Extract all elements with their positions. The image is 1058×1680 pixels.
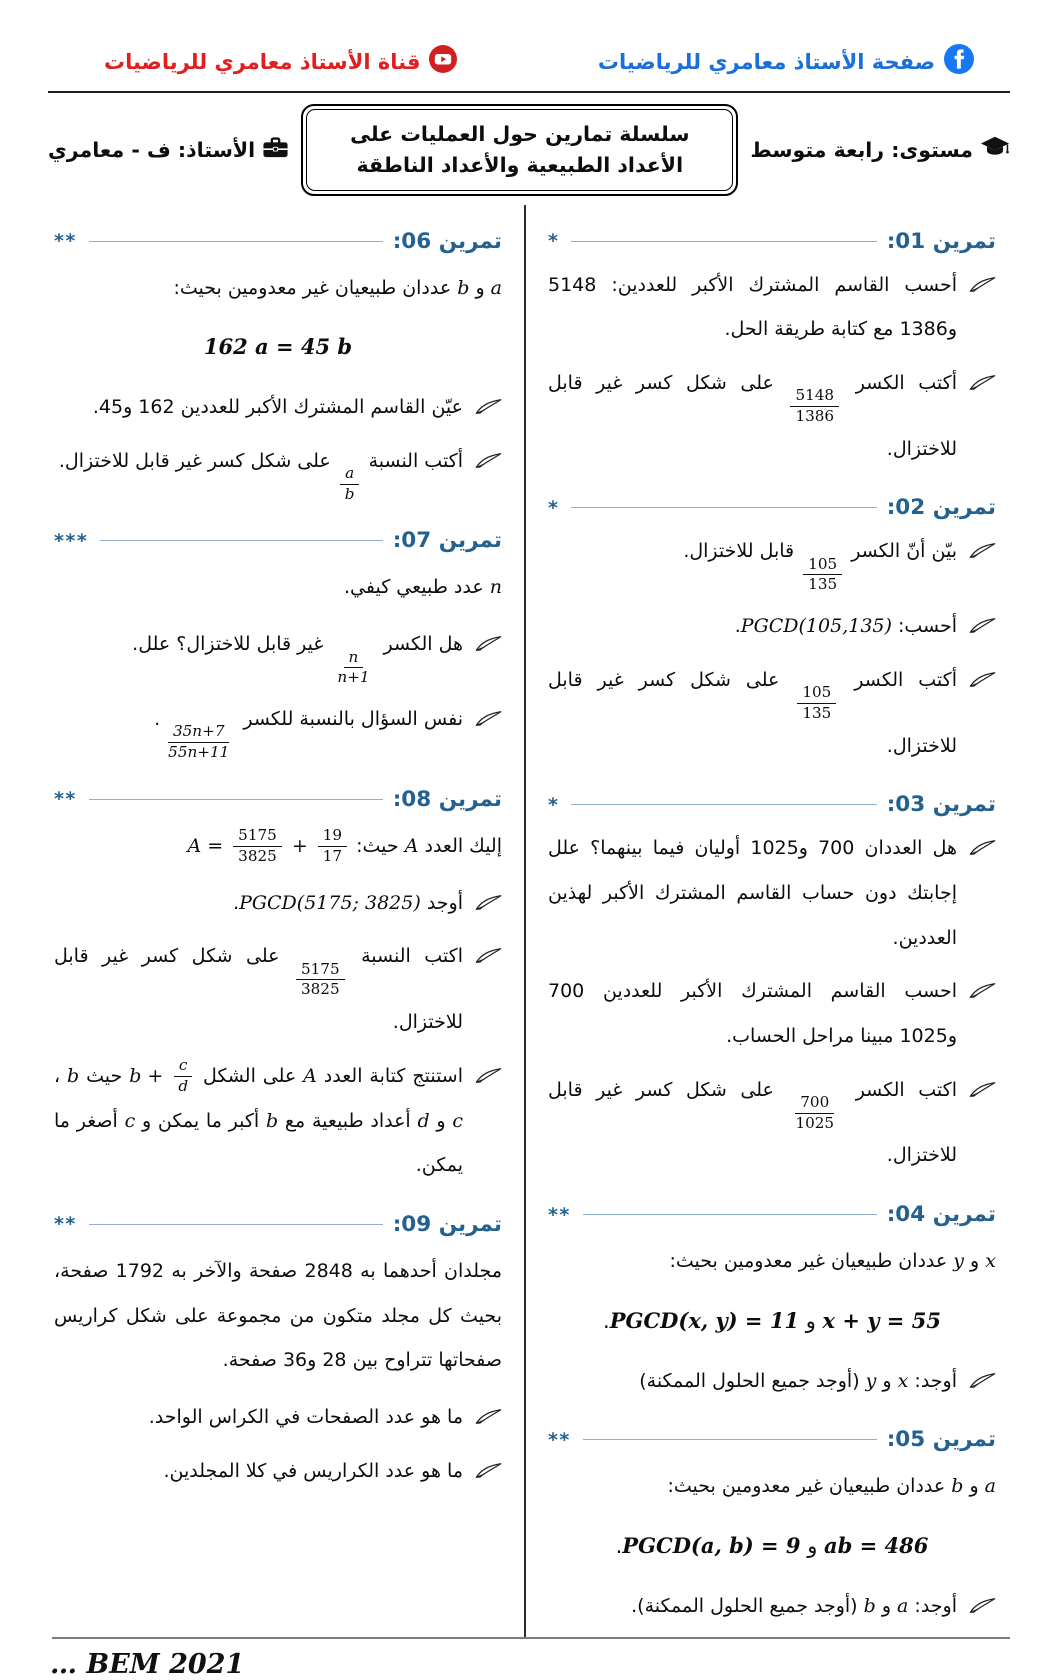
math-expression: a [984, 1475, 996, 1498]
math-expression: ab = 486 [824, 1532, 929, 1558]
exercise [548, 792, 996, 1178]
youtube-icon [429, 45, 457, 78]
bullet-item [54, 934, 502, 1045]
exercise [54, 787, 502, 1188]
math-expression: x + y = 55 [822, 1307, 941, 1333]
text-run: مجلدان أحدهما به 2848 صفحة والآخر به 1792 صفحة، بحيث كل مجلد متكون من مجموعة على شكل كراريس صفحاتها تتراوح بين 28 و36 صفحة. [54, 1259, 502, 1372]
math-expression: 162 a = 45 b [203, 334, 353, 360]
text-run: عددان طبيعيان غير معدومين بحيث: [173, 276, 458, 299]
exercise-header-rule [571, 804, 876, 805]
fraction [803, 555, 842, 596]
bullet-text [54, 439, 463, 505]
bullet-text [548, 1584, 957, 1629]
text-run: قابل للاختزال. [683, 540, 801, 563]
fraction [797, 683, 836, 724]
math-expression: A = [187, 835, 224, 858]
paragraph [54, 266, 502, 311]
math-expression: a [490, 276, 502, 299]
exercise [54, 229, 502, 505]
fraction-numerator: 19 [318, 826, 347, 847]
bullet-item [54, 385, 502, 430]
text-run: عيّن القاسم المشترك الأكبر للعددين 162 و45. [92, 395, 463, 418]
exercise-header-rule [89, 799, 383, 800]
graduation-cap-icon [980, 134, 1010, 166]
briefcase-icon [262, 135, 289, 165]
exercise-header [54, 229, 502, 254]
fraction [790, 1093, 839, 1134]
pen-icon [969, 542, 996, 563]
pen-icon [475, 1408, 502, 1429]
pen-icon [969, 839, 996, 860]
text-run: أعداد طبيعية مع [278, 1109, 418, 1132]
series-title-box [301, 104, 738, 196]
exercise-header [548, 1202, 996, 1227]
text-run: و [964, 1250, 986, 1273]
fraction [340, 464, 360, 505]
pen-icon [475, 635, 502, 656]
math-expression: y [865, 1369, 877, 1392]
text-run: و [429, 1109, 453, 1132]
text-run: (أوجد جميع الحلول الممكنة) [639, 1369, 866, 1392]
difficulty-stars: ** [54, 1213, 77, 1236]
bullet-text [54, 622, 463, 688]
text-run: . [615, 1533, 623, 1558]
page-header [48, 42, 1010, 205]
math-expression: + [291, 835, 308, 858]
pen-icon [969, 1372, 996, 1393]
pen-icon [475, 452, 502, 473]
centered-equation [62, 328, 494, 367]
exercise-title: تمرين 07: [392, 528, 502, 554]
text-run: (أوجد جميع الحلول الممكنة). [631, 1594, 864, 1617]
exercise-title: تمرين 04: [886, 1202, 996, 1228]
bullet-text [54, 697, 463, 763]
exercise-header [54, 787, 502, 812]
bullet-text [548, 1359, 957, 1404]
equation [187, 824, 350, 869]
math-expression: b [67, 1064, 80, 1087]
exercise-header-rule [571, 507, 876, 508]
bullet-text [54, 934, 463, 1045]
text-run: و [875, 1594, 898, 1617]
exercise-title: تمرين 02: [886, 495, 996, 521]
text-run: و [469, 276, 491, 299]
math-expression: PGCD(x, y) = 11 [609, 1307, 800, 1333]
exercise [548, 495, 996, 768]
bullet-item [54, 1449, 502, 1494]
fraction-denominator: 135 [802, 703, 832, 722]
pen-icon [969, 1081, 996, 1102]
fraction [173, 1056, 193, 1097]
bullet-item [548, 969, 996, 1058]
text-run: عدد طبيعي كيفي. [344, 576, 490, 599]
math-expression: b [265, 1109, 279, 1132]
centered-equation [556, 1302, 988, 1341]
pen-icon [475, 710, 502, 731]
difficulty-stars: ** [548, 1428, 571, 1451]
pen-icon [969, 1597, 996, 1618]
text-run: بيّن أنّ الكسر [845, 540, 957, 563]
facebook-icon [944, 44, 974, 79]
paragraph [54, 565, 502, 610]
bullet-item [54, 1054, 502, 1188]
bullet-item [548, 529, 996, 595]
text-run: ، [54, 1064, 68, 1087]
text-run: أوجد: [908, 1594, 957, 1617]
text-run: نفس السؤال بالنسبة للكسر [237, 708, 463, 730]
text-run: و [876, 1369, 898, 1392]
youtube-label: قناة الأستاذ معامري للرياضيات [104, 49, 421, 74]
series-title: سلسلة تمارين حول العمليات على الأعداد الطبيعية والأعداد الناطقة [306, 109, 733, 191]
difficulty-stars: *** [54, 529, 89, 552]
math-expression: PGCD(5175; 3825) [239, 891, 421, 914]
exercise-header [54, 528, 502, 553]
fraction-denominator: n+1 [337, 668, 370, 687]
bullet-item [548, 361, 996, 472]
exercise [54, 1212, 502, 1493]
math-expression: b [951, 1475, 964, 1498]
fraction [233, 826, 282, 867]
page-footer [48, 1637, 1010, 1680]
math-expression: y [953, 1250, 965, 1273]
text-run: استنتج كتابة العدد [316, 1064, 464, 1087]
facebook-label: صفحة الأستاذ معامري للرياضيات [597, 49, 935, 74]
text-run: أكبر ما يمكن و [135, 1109, 266, 1132]
fraction-denominator: b [344, 484, 355, 503]
pen-icon [475, 947, 502, 968]
bullet-item [548, 826, 996, 960]
text-run: على شكل كسر غير قابل للاختزال. [548, 668, 957, 757]
difficulty-stars: * [548, 793, 560, 816]
bullet-text [548, 529, 957, 595]
math-expression: c [124, 1109, 136, 1132]
pen-icon [475, 1067, 502, 1088]
difficulty-stars: ** [54, 788, 77, 811]
text-run: أكتب النسبة [362, 449, 463, 472]
exercise-title: تمرين 09: [392, 1211, 502, 1237]
text-run: على الشكل [196, 1064, 304, 1087]
bullet-text [548, 826, 957, 960]
bullet-item [54, 439, 502, 505]
math-expression: PGCD(a, b) = 9 [622, 1532, 801, 1558]
fraction-numerator: 105 [803, 555, 842, 576]
bullet-item [548, 1068, 996, 1179]
fraction-denominator: 17 [322, 846, 343, 865]
text-run: أحسب القاسم المشترك الأكبر للعددين: 5148 و1386 مع كتابة طريقة الحل. [548, 273, 957, 341]
text-run: حيث [79, 1064, 130, 1087]
text-run: حيث: [350, 834, 405, 857]
pen-icon [475, 398, 502, 419]
math-expression: n [489, 576, 502, 599]
equation [129, 1054, 196, 1099]
bullet-text [548, 969, 957, 1058]
exercises-column-1 [526, 205, 1010, 1638]
exercises-column-2 [48, 205, 524, 1638]
centered-equation [556, 1527, 988, 1566]
pen-icon [969, 276, 996, 297]
exercise-title: تمرين 01: [886, 228, 996, 254]
bullet-item [54, 622, 502, 688]
math-expression: b + [129, 1065, 164, 1088]
text-run: إليك العدد [418, 834, 502, 857]
exercise-header [548, 1427, 996, 1452]
bullet-item [54, 697, 502, 763]
math-expression: PGCD(105,135) [740, 615, 892, 638]
bullet-item [548, 1359, 996, 1404]
fraction-numerator: 700 [795, 1093, 834, 1114]
fraction-denominator: 3825 [300, 980, 340, 999]
text-run: و [963, 1475, 985, 1498]
math-expression: d [417, 1109, 430, 1132]
bullet-text [548, 263, 957, 352]
text-run: على شكل كسر غير قابل للاختزال. [548, 371, 957, 460]
text-run: و [799, 1308, 823, 1333]
difficulty-stars: * [548, 230, 560, 252]
text-run: عددان طبيعيان غير معدومين بحيث: [667, 1475, 952, 1498]
bullet-item [548, 658, 996, 769]
text-run: أحسب: [891, 615, 957, 638]
fraction-numerator: 5175 [296, 960, 345, 981]
text-run: أكتب الكسر [842, 371, 957, 394]
text-run: اكتب الكسر [842, 1078, 957, 1101]
math-expression: x [985, 1250, 996, 1273]
exercise [54, 528, 502, 762]
exercise-header-rule [89, 1224, 383, 1225]
difficulty-stars: * [548, 496, 560, 519]
text-run: هل الكسر [377, 633, 463, 656]
math-expression: A [303, 1064, 317, 1087]
text-run: و [800, 1533, 825, 1558]
bullet-text [548, 361, 957, 472]
text-run: أكتب الكسر [839, 668, 957, 691]
text-run: . [154, 708, 161, 730]
math-expression: b [457, 276, 470, 299]
bullet-text [548, 1068, 957, 1179]
exercise [548, 229, 996, 472]
bullet-item [54, 881, 502, 926]
pen-icon [969, 374, 996, 395]
fraction-denominator: 1386 [795, 406, 835, 425]
text-run: على شكل كسر غير قابل للاختزال. [54, 945, 463, 1034]
fraction-numerator: 5175 [233, 826, 282, 847]
exercise-header [548, 792, 996, 817]
bullet-item [548, 1584, 996, 1629]
text-run: على شكل كسر غير قابل للاختزال. [548, 1078, 957, 1167]
fraction [790, 386, 839, 427]
fraction-numerator: 5148 [790, 386, 839, 407]
bullet-item [548, 263, 996, 352]
pen-icon [969, 617, 996, 638]
text-run: غير قابل للاختزال؟ علل. [132, 633, 330, 656]
exercise-header [548, 495, 996, 520]
exercise-title: تمرين 05: [886, 1427, 996, 1453]
fraction-denominator: d [178, 1076, 189, 1095]
level-label: مستوى: رابعة متوسط [750, 137, 973, 162]
exercise-header-rule [89, 241, 383, 242]
pen-icon [969, 982, 996, 1003]
bullet-text [548, 658, 957, 769]
bullet-text [54, 1395, 463, 1440]
text-run: . [603, 1308, 610, 1333]
pen-icon [475, 1462, 502, 1483]
exercise-columns [48, 205, 1010, 1638]
fraction-denominator: 3825 [238, 846, 277, 865]
paragraph [548, 1464, 996, 1509]
level-group [750, 134, 1010, 166]
text-run: ما هو عدد الصفحات في الكراس الواحد. [148, 1405, 463, 1428]
column-divider-line [524, 205, 526, 1638]
fraction [332, 648, 374, 689]
exercise-title: تمرين 08: [392, 786, 502, 812]
difficulty-stars: ** [54, 230, 77, 252]
exercise-header-rule [583, 1439, 877, 1440]
teacher-group [48, 135, 289, 165]
math-expression: b [863, 1594, 876, 1617]
text-run: على شكل كسر غير قابل للاختزال. [58, 449, 337, 472]
pen-icon [475, 894, 502, 915]
math-expression: a [897, 1594, 909, 1617]
facebook-brand [598, 44, 974, 79]
brand-row [48, 42, 1010, 91]
pen-icon [969, 671, 996, 692]
fraction-numerator: a [340, 464, 359, 485]
youtube-brand [104, 45, 457, 78]
exercise [548, 1427, 996, 1628]
text-run: أوجد: [908, 1369, 957, 1392]
exercise-header [54, 1212, 502, 1237]
fraction-denominator: 55n+11 [168, 743, 230, 762]
exercise-title: تمرين 03: [886, 792, 996, 818]
bullet-text [54, 881, 463, 926]
bullet-item [548, 604, 996, 649]
exercise-title: تمرين 06: [392, 228, 502, 254]
bullet-text [54, 1054, 463, 1188]
bullet-text [548, 604, 957, 649]
fraction-numerator: 105 [797, 683, 836, 704]
paragraph [548, 1239, 996, 1284]
math-expression: A [404, 834, 419, 857]
bullet-text [54, 385, 463, 430]
footer-source-label: … BEM 2021 [50, 1649, 245, 1680]
text-run: هل العددان 700 و1025 أوليان فيما بينهما؟ علل إجابتك دون حساب القاسم المشترك الأكبر لهذين العددين. [548, 837, 958, 949]
exercise-header-rule [571, 241, 876, 242]
exercise-header-rule [583, 1214, 877, 1215]
math-expression: x [897, 1369, 909, 1392]
fraction-denominator: 135 [808, 575, 838, 594]
fraction [163, 722, 234, 763]
fraction [318, 826, 347, 867]
text-run: احسب القاسم المشترك الأكبر للعددين 700 و1025 مبينا مراحل الحساب. [548, 980, 957, 1047]
bullet-item [54, 1395, 502, 1440]
text-run: . [734, 615, 741, 638]
exercise-header-rule [100, 540, 382, 541]
fraction-numerator: c [174, 1056, 193, 1077]
text-run: عددان طبيعيان غير معدومين بحيث: [669, 1250, 954, 1273]
bullet-text [54, 1449, 463, 1494]
fraction-denominator: 1025 [795, 1113, 835, 1132]
text-run: اكتب النسبة [347, 945, 463, 968]
math-expression: c [452, 1109, 464, 1132]
paragraph [54, 824, 502, 869]
meta-row [48, 93, 1010, 205]
exercise-header [548, 229, 996, 254]
fraction [296, 960, 345, 1001]
text-run: ما هو عدد الكراريس في كلا المجلدين. [163, 1459, 463, 1482]
fraction-numerator: 35n+7 [168, 722, 230, 743]
difficulty-stars: ** [548, 1203, 571, 1226]
teacher-label: الأستاذ: ف - معامري [48, 137, 256, 162]
fraction-numerator: n [344, 648, 364, 669]
text-run: أوجد [420, 891, 463, 914]
paragraph [54, 1249, 502, 1383]
exercise [548, 1202, 996, 1403]
text-run: . [233, 891, 240, 914]
text-run: أصغر ما يمكن. [54, 1109, 463, 1177]
